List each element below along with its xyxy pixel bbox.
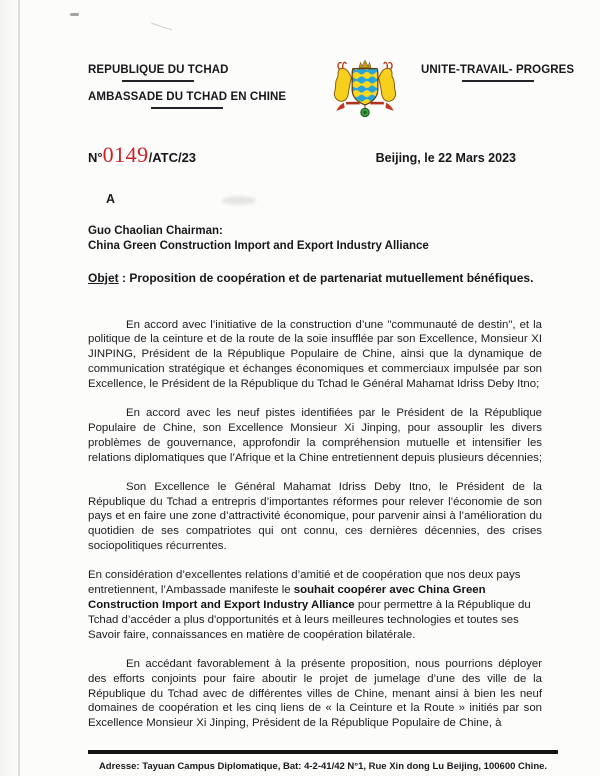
paragraph-1: En accord avec l’initiative de la construction d’une "communauté de destin", et la politique de la ceinture et de la route de la soie insufflée par son Excellence, Monsieur XI JINPING, Président de la République Populaire de Chine, ainsi que la dynamique de communication stratégique et échanges économiques et commerciaux impulsée par son Excellence, le Président de la République du Tchad le Général Mahamat Idriss Deby Itno; bbox=[88, 318, 542, 391]
motto-title: UNITE-TRAVAIL- PROGRES bbox=[421, 64, 575, 76]
footer-rule bbox=[88, 750, 558, 754]
date-line: Beijing, le 22 Mars 2023 bbox=[375, 151, 516, 165]
recipient-block bbox=[88, 224, 540, 254]
letterhead bbox=[88, 64, 575, 120]
paragraph-3: Son Excellence le Général Mahamat Idriss Deby Itno, le Président de la République du Tchad a entrepris d’importantes réformes pour relever l’économie de son pays et en faire une zone d’attractivité économique, pour parvenir ainsi à l’amélioration du quotidien de ses compatriotes qui ont connu, ces dernières décennies, des crises sociopolitiques récurrentes. bbox=[88, 480, 542, 553]
footer-address: Adresse: Tayuan Campus Diplomatique, Bat: 4-2-41/42 N°1, Rue Xin dong Lu Beijing, 100600 Chine. bbox=[98, 761, 548, 772]
subject-text: Proposition de coopération et de partenariat mutuellement bénéfiques. bbox=[129, 271, 534, 285]
paragraph-4-bold: souhait coopérer avec China Green Construction Import and Export Industry Alliance bbox=[88, 584, 486, 611]
embassy-underline bbox=[151, 107, 223, 109]
paragraph-4-post: pour permettre à la République du Tchad d’accéder a plus d'opportunités et à leurs meilleures technologies et toutes ses Savoir faire, connaissances en matière de coopération bilatérale. bbox=[88, 599, 531, 641]
letter-footer bbox=[88, 750, 558, 772]
letter-body bbox=[88, 318, 542, 732]
paragraph-2: En accord avec les neuf pistes identifiées par le Président de la République Populaire de Chine, son Excellence Monsieur Xi Jinping, pour assouplir les divers problèmes de gouvernance, approfondir la compréhension mutuelle et intensifier les relations diplomatiques que l’Afrique et la Chine entretiennent depuis plusieurs décennies; bbox=[88, 407, 543, 464]
reference-number bbox=[88, 142, 196, 168]
motto-underline bbox=[462, 80, 534, 82]
paragraph-4-pre: En considération d’excellentes relations d’amitié et de coopération que nos deux pays entretiennent, l’Ambassade manifeste le bbox=[88, 569, 521, 597]
subject-colon: : bbox=[118, 271, 130, 285]
salutation: A bbox=[106, 192, 116, 206]
embassy-title: AMBASSADE DU TCHAD EN CHINE bbox=[88, 91, 287, 103]
paragraph-4 bbox=[88, 568, 542, 643]
republic-underline bbox=[122, 80, 194, 82]
chad-coat-of-arms-icon bbox=[325, 58, 405, 120]
reference-suffix: /ATC/23 bbox=[148, 150, 197, 165]
reference-prefix: N° bbox=[88, 150, 103, 165]
paragraph-5: En accédant favorablement à la présente proposition, nous pourrions déployer des efforts conjoints pour faire aboutir le projet de jumelage d’une des ville de la République du Tchad avec de différentes villes de Chine, menant ainsi à bien les neuf domaines de coopération et les cinq liens de « la Ceinture et la Route » initiés par son Excellence Monsieur Xi Jinping, Président de la République Populaire de Chine, à bbox=[88, 657, 542, 730]
recipient-name: Guo Chaolian Chairman: bbox=[88, 225, 223, 237]
subject-line bbox=[88, 271, 536, 287]
reference-digits: 0149 bbox=[102, 142, 149, 167]
subject-label: Objet bbox=[88, 271, 119, 285]
republic-title: REPUBLIQUE DU TCHAD bbox=[88, 64, 229, 76]
recipient-organization: China Green Construction Import and Export Industry Alliance bbox=[88, 240, 429, 252]
